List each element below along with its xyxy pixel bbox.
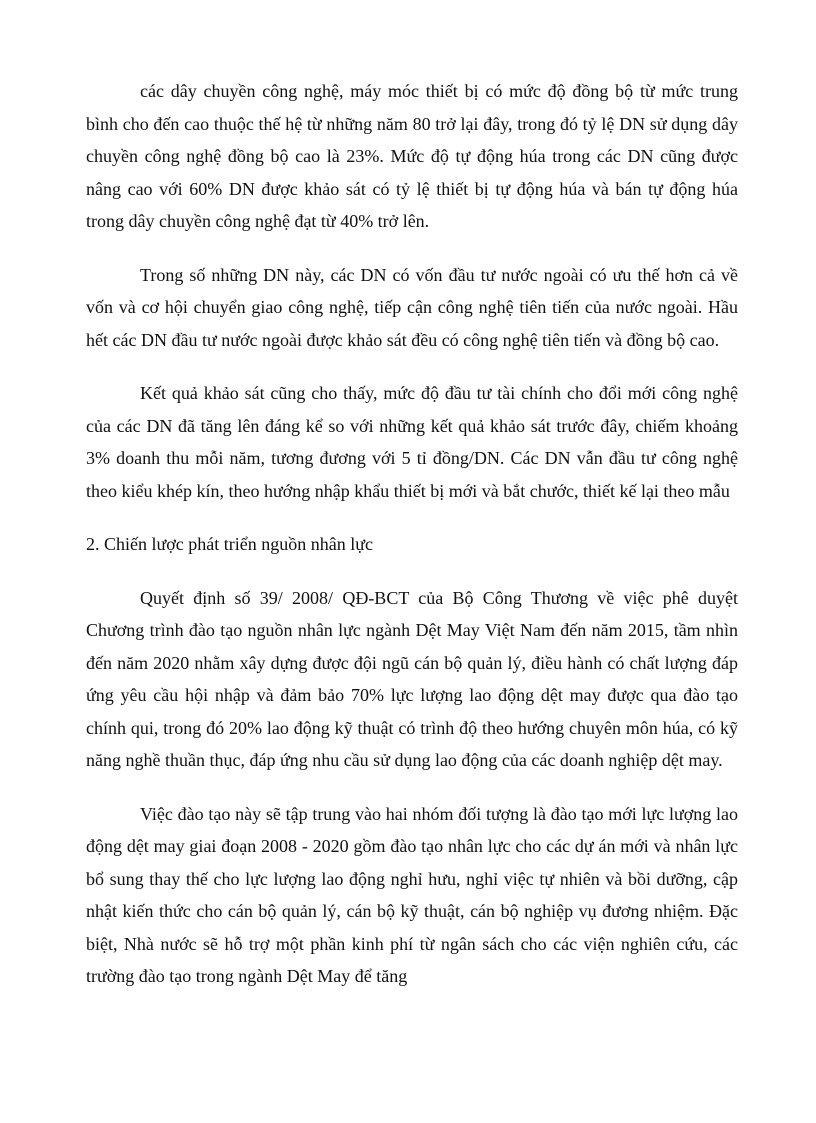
paragraph-foreign-investment: Trong số những DN này, các DN có vốn đầu tư nước ngoài có ưu thế hơn cả về vốn và cơ hội chuyển giao công nghệ, tiếp cận công nghệ tiên tiến của nước ngoài. Hầu hết các DN đầu tư nước ngoài được khảo sát đều có công nghệ tiên tiến và đồng bộ cao. [86, 264, 738, 350]
paragraph-technology-lines: các dây chuyền công nghệ, máy móc thiết bị có mức độ đồng bộ từ mức trung bình cho đến cao thuộc thế hệ từ những năm 80 trở lại đây, trong đó tỷ lệ DN sử dụng dây chuyền công nghệ đồng bộ cao là 23%. Mức độ tự động húa trong các DN cũng được nâng cao với 60% DN được khảo sát có tỷ lệ thiết bị tự động húa và bán tự động húa trong dây chuyền công nghệ đạt từ 40% trở lên. [86, 81, 738, 231]
section-heading: 2. Chiến lược phát triển nguồn nhân lực [86, 534, 373, 554]
paragraph-decision-39: Quyết định số 39/ 2008/ QĐ-BCT của Bộ Công Thương về việc phê duyệt Chương trình đào tạo nguồn nhân lực ngành Dệt May Việt Nam đến năm 2015, tầm nhìn đến năm 2020 nhằm xây dựng được đội ngũ cán bộ quản lý, điều hành có chất lượng đáp ứng yêu cầu hội nhập và đảm bảo 70% lực lượng lao động dệt may được qua đào tạo chính qui, trong đó 20% lao động kỹ thuật có trình độ theo hướng chuyên môn húa, có kỹ năng nghề thuần thục, đáp ứng nhu cầu sử dụng lao động của các doanh nghiệp dệt may. [86, 587, 738, 770]
paragraph-training-groups: Việc đào tạo này sẽ tập trung vào hai nhóm đối tượng là đào tạo mới lực lượng lao động dệt may giai đoạn 2008 - 2020 gồm đào tạo nhân lực cho các dự án mới và nhân lực bổ sung thay thế cho lực lượng lao động nghỉ hưu, nghỉ việc tự nhiên và bồi dưỡng, cập nhật kiến thức cho cán bộ quản lý, cán bộ kỹ thuật, cán bộ nghiệp vụ đương nhiệm. Đặc biệt, Nhà nước sẽ hỗ trợ một phần kinh phí từ ngân sách cho các viện nghiên cứu, các trường đào tạo trong ngành Dệt May để tăng [86, 803, 738, 986]
document-body [86, 75, 738, 1014]
paragraph-survey-results: Kết quả khảo sát cũng cho thấy, mức độ đầu tư tài chính cho đổi mới công nghệ của các DN đã tăng lên đáng kể so với những kết quả khảo sát trước đây, chiếm khoảng 3% doanh thu mỗi năm, tương đương với 5 tỉ đồng/DN. Các DN vẫn đầu tư công nghệ theo kiểu khép kín, theo hướng nhập khẩu thiết bị mới và bắt chước, thiết kế lại theo mẫu [86, 383, 738, 501]
